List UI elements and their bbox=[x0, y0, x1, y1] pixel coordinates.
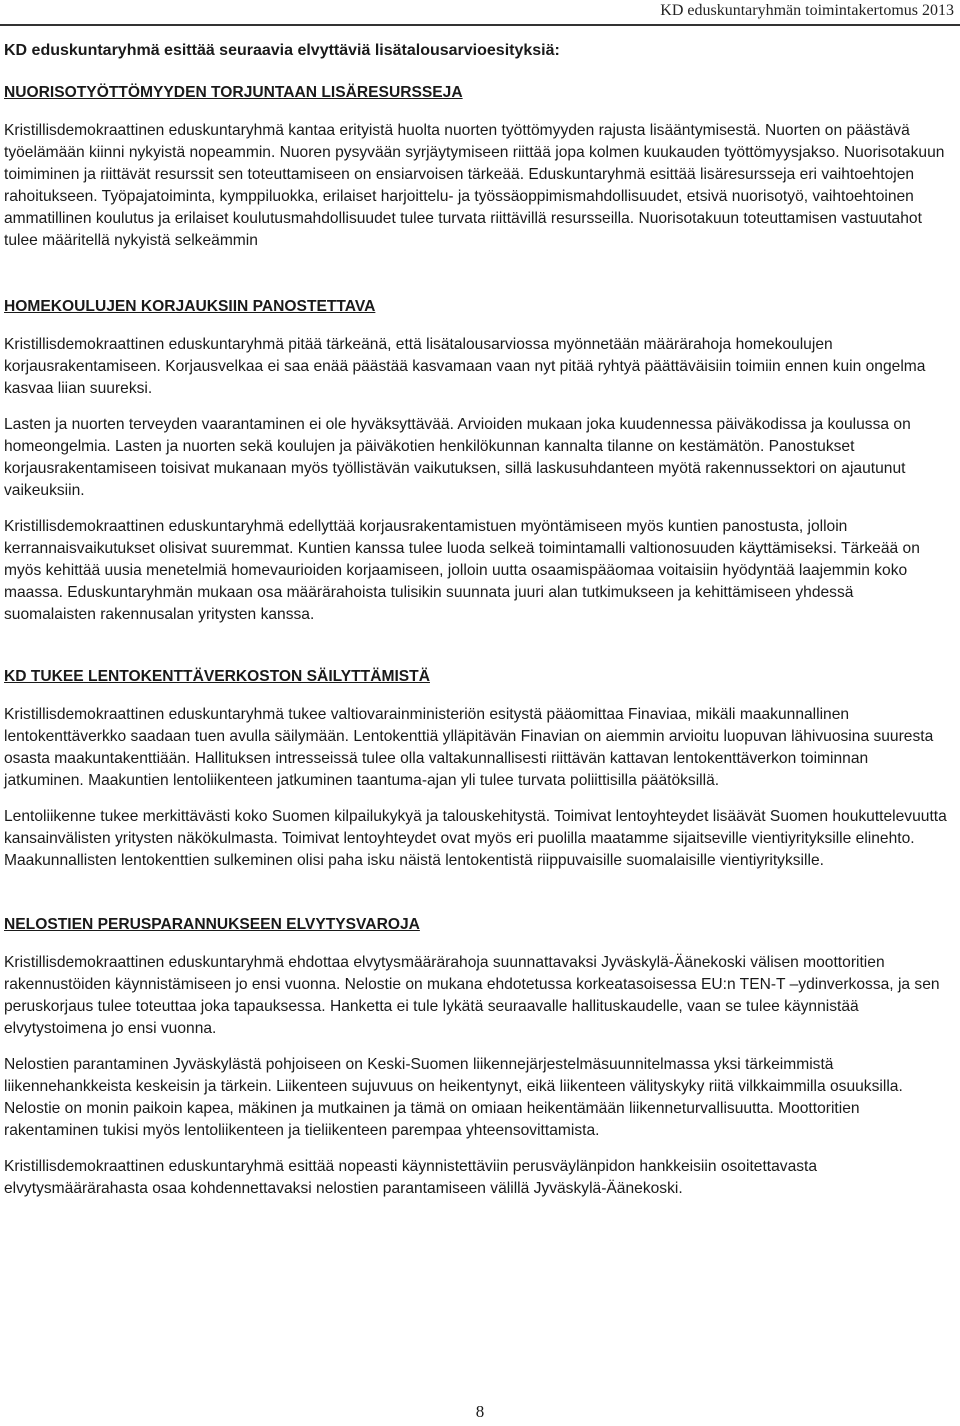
paragraph: Kristillisdemokraattinen eduskuntaryhmä pitää tärkeänä, että lisätalousarviossa myönnetään määrärahoja homekoulujen korjausrakentamiseen. Korjausvelkaa ei saa enää päästää kasvamaan vaan nyt pitää ryhtyä päättäväisiin toimiin ennen kuin ongelma kasvaa liian suureksi. bbox=[4, 336, 926, 397]
paragraph: Kristillisdemokraattinen eduskuntaryhmä esittää nopeasti käynnistettäviin perusväylänpidon hankkeisiin osoitettavasta elvytysmäärärahasta osaa kohdennettavaksi nelostien parantamiseen välillä Jyväskylä-Äänekoski. bbox=[4, 1158, 818, 1197]
header-divider bbox=[0, 24, 960, 26]
paragraph: Lasten ja nuorten terveyden vaarantaminen ei ole hyväksyttävää. Arvioiden mukaan joka kuudennessa päiväkodissa ja koulussa on homeongelmia. Lasten ja nuorten sekä koulujen ja päiväkotien henkilökunnan kannalta tilanne on kestämätön. Panostukset korjausrakentamiseen toisivat mukanaan myös työllistävän vaikutuksen, sillä laskusuhdanteen myötä rakennussektori on ajautunut vaikeuksiin. bbox=[4, 416, 911, 499]
paragraph: Kristillisdemokraattinen eduskuntaryhmä tukee valtiovarainministeriön esitystä pääomittaa Finaviaa, mikäli maakunnallinen lentokenttäverkko saadaan tuen avulla säilymään. Lentokenttiä ylläpitävän Finavian on aiemmin arvioitu luopuvan lähivuosina suuresta osasta maakuntakenttiään. Hallituksen intresseissä tulee olla valtakunnallisesti riittävän kattavan lentokenttäverkon toiminnan jatkuminen. Maakuntien lentoliikenteen jatkuminen taantuma-ajan yli tulee turvata poliittisilla päätöksillä. bbox=[4, 706, 934, 789]
section-title-nelostie: NELOSTIEN PERUSPARANNUKSEEN ELVYTYSVAROJA bbox=[4, 916, 420, 933]
paragraph: Kristillisdemokraattinen eduskuntaryhmä edellyttää korjausrakentamistuen myöntämiseen myös kuntien panostusta, jolloin kerrannaisvaikutukset olisivat suuremmat. Kuntien kanssa tulee luoda selkeä toimintamalli valtionosuuden käyttämiseksi. Tärkeää on myös kehittää uusia menetelmiä homevaurioiden korjaamiseen, jolloin uutta osaamispääomaa voitaisiin hyödyntää laajemmin koko maassa. Eduskuntaryhmän mukaan osa määrärahoista tulisikin suunnata juuri alan tutkimukseen ja kehittämiseen yhdessä suomalaisten rakennusalan yritysten kanssa. bbox=[4, 518, 920, 623]
intro-heading: KD eduskuntaryhmä esittää seuraavia elvyttäviä lisätalousarvioesityksiä: bbox=[4, 42, 560, 59]
page-number: 8 bbox=[475, 1402, 485, 1421]
section-title-homekoulut: HOMEKOULUJEN KORJAUKSIIN PANOSTETTAVA bbox=[4, 298, 376, 315]
paragraph: Nelostien parantaminen Jyväskylästä pohjoiseen on Keski-Suomen liikennejärjestelmäsuunnitelmassa yksi tärkeimmistä liikennehankkeista keskeisin ja tärkein. Liikenteen sujuvuus on heikentynyt, eikä liikenteen välityskyky riitä vilkkaimmilla osuuksilla. Nelostie on monin paikoin kapea, mäkinen ja mutkainen ja tämä on omiaan heikentämään liikenneturvallisuutta. Moottoritien rakentaminen tukisi myös lentoliikenteen ja tieliikenteen parempaa yhteensovittamista. bbox=[4, 1056, 903, 1139]
running-header: KD eduskuntaryhmän toimintakertomus 2013 bbox=[660, 2, 954, 19]
document-body bbox=[4, 40, 949, 1200]
paragraph: Lentoliikenne tukee merkittävästi koko Suomen kilpailukykyä ja talouskehitystä. Toimivat lentoyhteydet lisäävät Suomen houkuttelevuutta kansainvälisten yritysten näkökulmasta. Toimivat lentoyhteydet ovat myös eri puolilla maatamme sijaitseville vientiyrityksille elinehto. Maakunnallisten lentokenttien sulkeminen olisi paha isku näistä lentokentistä riippuvaisille suomalaisille vientiyrityksille. bbox=[4, 808, 947, 869]
paragraph: Kristillisdemokraattinen eduskuntaryhmä ehdottaa elvytysmäärärahoja suunnattavaksi Jyväskylä-Äänekoski välisen moottoritien rakennustöiden käynnistämiseen jo ensi vuonna. Nelostie on mukana ehdotetussa korkeatasoisessa EU:n TEN-T –ydinverkossa, ja sen peruskorjaus tulee toteuttaa joka tapauksessa. Hanketta ei tule lykätä seuraavalle hallituskaudelle, vaan se tulee käynnistää elvytystoimena jo ensi vuonna. bbox=[4, 954, 940, 1037]
section-title-nuorisotyottomyys: NUORISOTYÖTTÖMYYDEN TORJUNTAAN LISÄRESURSSEJA bbox=[4, 84, 463, 101]
paragraph: Kristillisdemokraattinen eduskuntaryhmä kantaa erityistä huolta nuorten työttömyyden rajusta lisääntymisestä. Nuorten on päästävä työelämään kiinni nykyistä nopeammin. Nuoren pysyvään syrjäytymiseen riittää jopa kolmen kuukauden työttömyysjakso. Nuorisotakuun toimiminen ja riittävät resurssit sen toteuttamiseen on ensiarvoisen tärkeää. Eduskuntaryhmä esittää lisäresursseja eri vaihtoehtojen rahoitukseen. Työpajatoiminta, kymppiluokka, erilaiset harjoittelu- ja työssäoppimismahdollisuudet, etsivä nuorisotyö, vaihtoehtoinen ammatillinen koulutus ja erilaiset koulutusmahdollisuudet tulee turvata riittävillä resursseilla. Nuorisotakuun toteuttamisen vastuutahot tulee määritellä nykyistä selkeämmin bbox=[4, 122, 945, 249]
section-title-lentokentat: KD TUKEE LENTOKENTTÄVERKOSTON SÄILYTTÄMISTÄ bbox=[4, 668, 430, 685]
